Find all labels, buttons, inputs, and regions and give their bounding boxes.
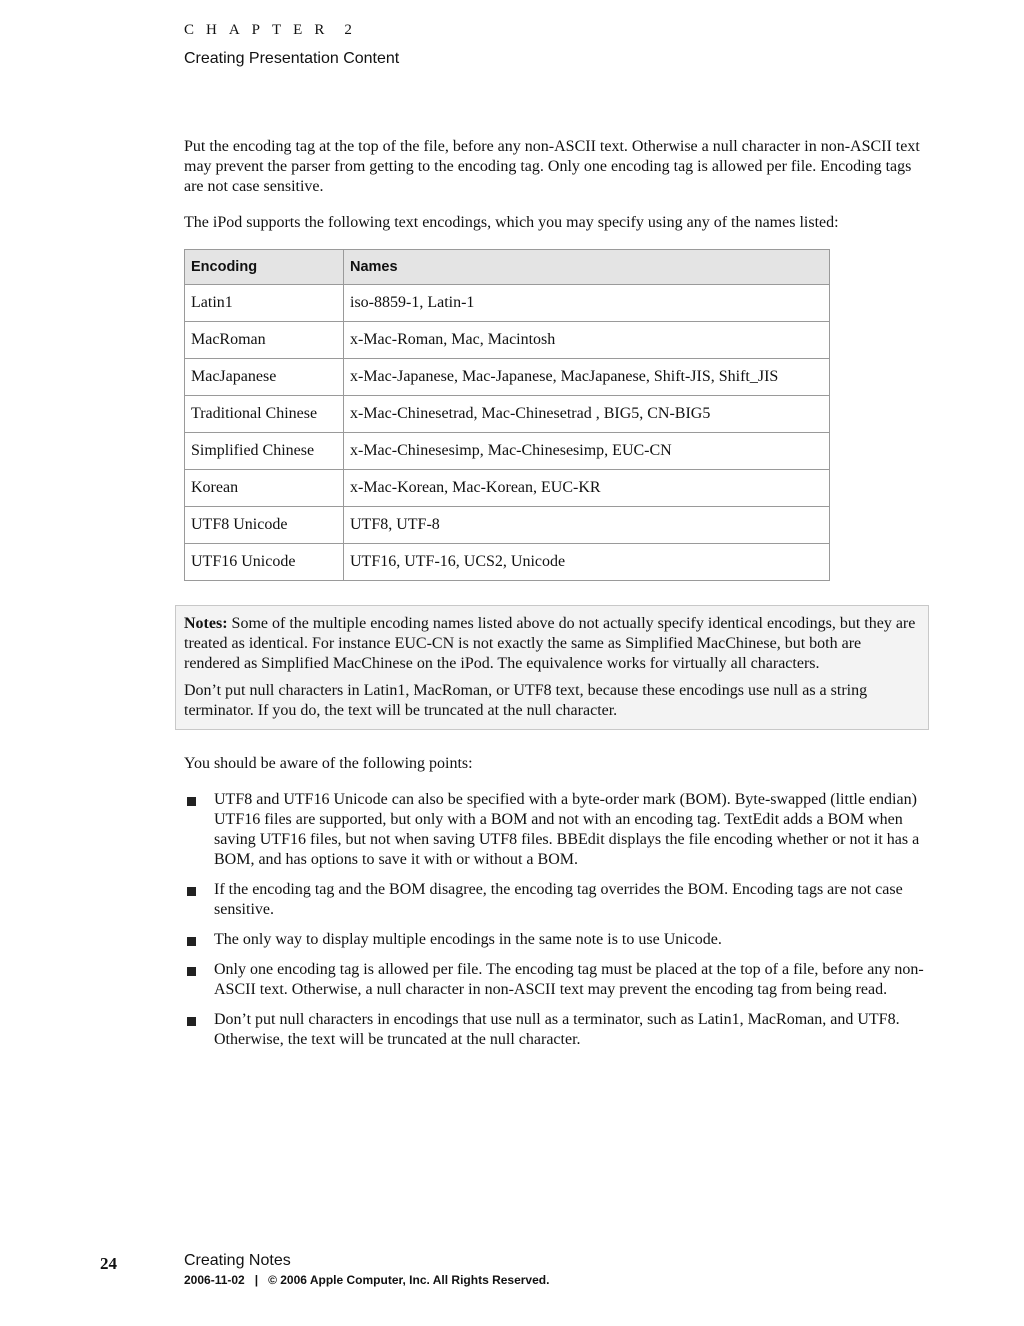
names-cell: x-Mac-Korean, Mac-Korean, EUC-KR <box>344 470 830 507</box>
encoding-cell: MacRoman <box>185 322 344 359</box>
list-item <box>184 880 924 920</box>
names-cell: x-Mac-Chinesesimp, Mac-Chinesesimp, EUC-CN <box>344 433 830 470</box>
table-row <box>185 285 830 322</box>
chapter-number: 2 <box>344 22 364 38</box>
header-encoding: Encoding <box>185 250 344 285</box>
chapter-label <box>184 22 364 39</box>
square-bullet-icon <box>187 887 196 896</box>
intro-paragraph: Put the encoding tag at the top of the file, before any non-ASCII text. Otherwise a null character in non-ASCII text may prevent the parser from getting to the encoding tag. Only one encoding tag is allowed per file. Encoding tags are not case sensitive. <box>184 138 920 195</box>
list-item <box>184 790 924 870</box>
list-item-text: The only way to display multiple encodings in the same note is to use Unicode. <box>214 931 722 948</box>
page-content <box>184 137 924 1060</box>
table-row <box>185 359 830 396</box>
names-cell: x-Mac-Chinesetrad, Mac-Chinesetrad , BIG5, CN-BIG5 <box>344 396 830 433</box>
table-row <box>185 507 830 544</box>
points-intro: You should be aware of the following points: <box>184 755 473 772</box>
square-bullet-icon <box>187 937 196 946</box>
names-cell: x-Mac-Roman, Mac, Macintosh <box>344 322 830 359</box>
square-bullet-icon <box>187 967 196 976</box>
footer-copyright: 2006-11-02 | © 2006 Apple Computer, Inc. All Rights Reserved. <box>184 1273 550 1287</box>
notes-paragraph-1 <box>184 614 920 674</box>
points-list <box>184 790 924 1050</box>
names-cell: x-Mac-Japanese, Mac-Japanese, MacJapanese, Shift-JIS, Shift_JIS <box>344 359 830 396</box>
notes-paragraph-2: Don’t put null characters in Latin1, MacRoman, or UTF8 text, because these encodings use null as a string terminator. If you do, the text will be truncated at the null character. <box>184 682 868 719</box>
table-row <box>185 470 830 507</box>
encoding-table <box>184 249 830 581</box>
table-row <box>185 544 830 581</box>
notes-label: Notes: <box>184 615 228 632</box>
supports-paragraph: The iPod supports the following text encodings, which you may specify using any of the names listed: <box>184 214 839 231</box>
encoding-cell: UTF16 Unicode <box>185 544 344 581</box>
footer-section-title: Creating Notes <box>184 1252 291 1269</box>
square-bullet-icon <box>187 797 196 806</box>
encoding-cell: Traditional Chinese <box>185 396 344 433</box>
list-item-text: If the encoding tag and the BOM disagree, the encoding tag overrides the BOM. Encoding tags are not case sensitive. <box>214 881 903 918</box>
header-names: Names <box>344 250 830 285</box>
table-row <box>185 433 830 470</box>
square-bullet-icon <box>187 1017 196 1026</box>
encoding-cell: MacJapanese <box>185 359 344 396</box>
table-row <box>185 396 830 433</box>
chapter-title: Creating Presentation Content <box>184 50 400 67</box>
names-cell: UTF8, UTF-8 <box>344 507 830 544</box>
table-header-row <box>185 250 830 285</box>
encoding-cell: Simplified Chinese <box>185 433 344 470</box>
encoding-cell: UTF8 Unicode <box>185 507 344 544</box>
table-row <box>185 322 830 359</box>
list-item-text: Don’t put null characters in encodings that use null as a terminator, such as Latin1, MacRoman, and UTF8. Otherwise, the text will be truncated at the null character. <box>214 1011 900 1048</box>
list-item <box>184 1010 924 1050</box>
list-item <box>184 960 924 1000</box>
list-item-text: Only one encoding tag is allowed per file. The encoding tag must be placed at the top of a file, before any non-ASCII text. Otherwise, a null character in non-ASCII text may prevent the encoding tag from being read. <box>214 961 924 998</box>
names-cell: iso-8859-1, Latin-1 <box>344 285 830 322</box>
list-item-text: UTF8 and UTF16 Unicode can also be specified with a byte-order mark (BOM). Byte-swapped (little endian) UTF16 files are supported, but only with a BOM and not with an encoding tag. TextEdit adds a BOM when saving UTF16 files, but not when saving UTF8 files. BBEdit displays the file encoding whether or not it has a BOM, and has options to save it with or without a BOM. <box>214 791 920 868</box>
encoding-cell: Korean <box>185 470 344 507</box>
encoding-cell: Latin1 <box>185 285 344 322</box>
notes-box <box>175 605 929 730</box>
chapter-word: CHAPTER <box>184 22 337 38</box>
list-item <box>184 930 924 950</box>
names-cell: UTF16, UTF-16, UCS2, Unicode <box>344 544 830 581</box>
page-number: 24 <box>100 1254 117 1273</box>
notes-text-1: Some of the multiple encoding names listed above do not actually specify identical encodings, but they are treated as identical. For instance EUC-CN is not exactly the same as Simplified MacChinese, but both are rendered as Simplified MacChinese on the iPod. The equivalence works for virtually all characters. <box>184 615 916 672</box>
